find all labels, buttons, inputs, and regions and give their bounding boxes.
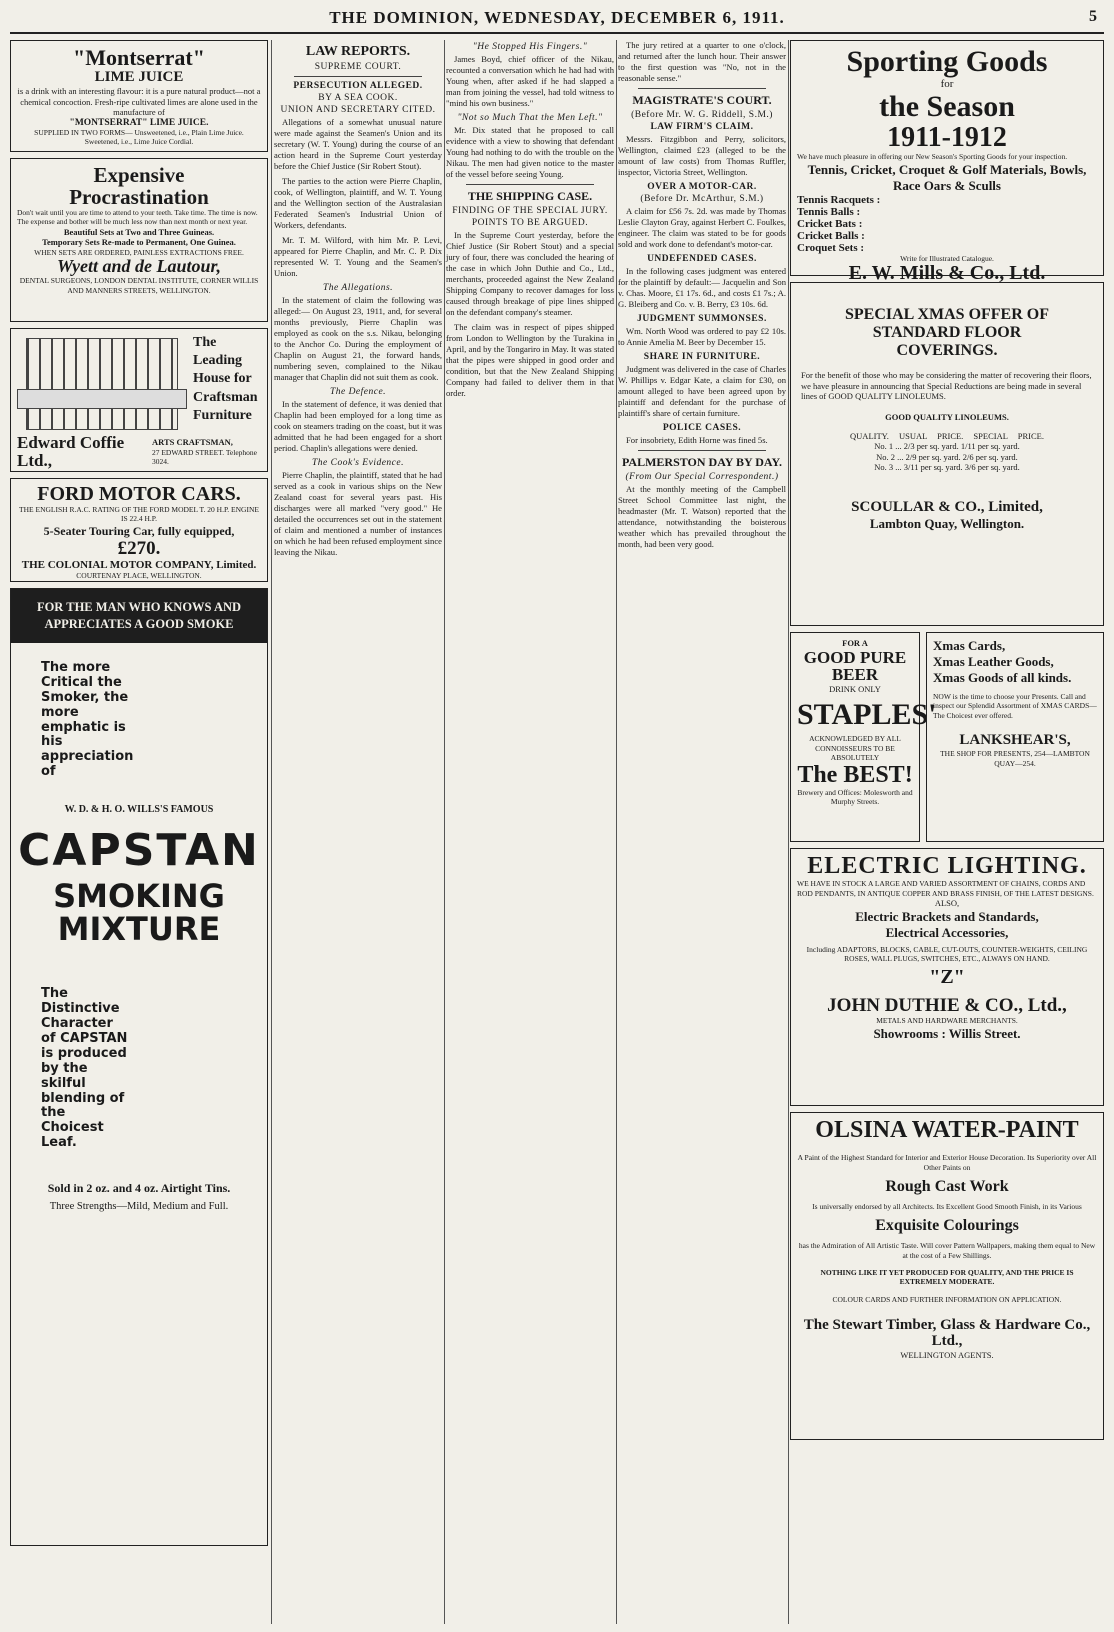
masthead-title: THE DOMINION, WEDNESDAY, DECEMBER 6, 1911. — [329, 8, 785, 27]
ad-sporting-goods — [790, 40, 1104, 284]
ad-z: "Z" — [929, 966, 965, 989]
paragraph: The parties to the action were Pierre Chaplin, cook, of Wellington, plaintiff, and W. T. Young and the Wellington section of the Australasian Federated Seamen's Industrial Union of Workers, defendants. — [274, 176, 442, 230]
subhead: The Allegations. — [322, 283, 394, 293]
ad-brand: CAPSTAN — [18, 824, 260, 876]
ad-dental — [10, 158, 268, 322]
ad-car: 5-Seater Touring Car, fully equipped, — [43, 523, 235, 538]
subhead: BY A SEA COOK. — [318, 93, 398, 103]
ad-lines2: The Distinctive Character of CAPSTAN is produced by the skilful blending of the Choicest Leaf. — [41, 985, 128, 1151]
ad-foot: Sold in 2 oz. and 4 oz. Airtight Tins. — [47, 1181, 231, 1196]
headline: THE SHIPPING CASE. — [467, 189, 593, 203]
ad-line: Cricket Bats : — [797, 217, 863, 230]
ad-body: WE HAVE IN STOCK A LARGE AND VARIED ASSORTMENT OF CHAINS, CORDS AND ROD PENDANTS, IN ANTIQUE COPPER AND BRASS FINISH, OF THE LATEST DESIGNS. — [797, 879, 1094, 898]
column-rule — [788, 40, 789, 1624]
column-right — [790, 40, 1104, 1624]
ad-title: STANDARD FLOOR — [872, 324, 1022, 341]
paragraph: Mr. Dix stated that he proposed to call evidence with a view to showing that defendant Young had nothing to do with the trouble on the Nikau. The men had given notice to the master of the vessel before seeing Young. — [446, 125, 614, 179]
ad-line: Temporary Sets Re-made to Permanent, One Guinea. — [42, 237, 236, 248]
ad-lankshear — [926, 632, 1104, 842]
ad-company: SCOULLAR & CO., Limited, — [851, 499, 1043, 515]
subhead: SUPREME COURT. — [314, 62, 402, 72]
ad-also: ALSO, — [934, 897, 960, 908]
subhead: (From Our Special Correspondent.) — [625, 472, 779, 482]
ad-sub: THE SHOP FOR PRESENTS, 254—LAMBTON QUAY—254. — [940, 749, 1090, 768]
price-table-header: QUALITY. USUAL PRICE. SPECIAL PRICE. — [850, 430, 1044, 441]
ad-company: THE COLONIAL MOTOR COMPANY, Limited. — [21, 558, 257, 571]
ad-price: £270. — [117, 537, 161, 559]
ad-season: the Season — [879, 90, 1015, 124]
ad-supply: SUPPLIED IN TWO FORMS— Unsweetened, i.e., Plain Lime Juice. Sweetened, i.e., Lime Juice Cordial. — [34, 127, 244, 147]
subhead: SHARE IN FURNITURE. — [643, 352, 761, 362]
ad-title: Xmas Goods of all kinds. — [933, 670, 1072, 685]
ad-address: Brewery and Offices: Molesworth and Murphy Streets. — [797, 787, 913, 807]
ad-line: Electrical Accessories, — [885, 924, 1009, 940]
subhead: (Before Mr. W. G. Riddell, S.M.) — [631, 110, 773, 120]
ad-coffie-furniture — [10, 328, 268, 472]
paragraph: Pierre Chaplin, the plaintiff, stated that he had served as a cook in various ships on the New Zealand coast for several years past. His discharges were all marked "very good." He detailed the occurrences set out in the statement of claim and mentioned a number of instances on which he had been refused employment since leaving the Nikau. — [274, 470, 442, 557]
column-three — [446, 40, 614, 1624]
ad-title: FORD MOTOR CARS. — [37, 483, 241, 505]
subhead: The Defence. — [329, 387, 387, 397]
ad-title: SPECIAL XMAS OFFER OF — [844, 306, 1049, 323]
ad-title: Xmas Cards, — [933, 638, 1006, 653]
headline: PALMERSTON DAY BY DAY. — [621, 455, 783, 469]
ad-sub: GOOD QUALITY LINOLEUMS. — [885, 411, 1009, 422]
paragraph: In the following cases judgment was entered for the plaintiff by default:— Jacquelin and Son v. Chas. Moore, £1 17s. 6d., and costs £1 7s.; A. G. Bleiberg and Co. v. B. Berry, £3 10s. 6d. — [618, 266, 786, 309]
ad-title: COVERINGS. — [896, 342, 998, 359]
paragraph: In the Supreme Court yesterday, before the Chief Justice (Sir Robert Stout) and a special jury of four, there was concluded the hearing of the case in which John Duthie and Co., Ltd., merchants, proceeded against the New Zealand Shipping Company to recover damages for loss caused through breakage of pipe lines shipped on the defendant company's steamer. — [446, 230, 614, 317]
ad-company: LANKSHEAR'S, — [959, 732, 1071, 749]
price-row: No. 1 ... 2/3 per sq. yard. 1/11 per sq. yard. — [874, 441, 1020, 452]
ad-subtitle: LIME JUICE — [94, 69, 184, 86]
subhead: The Cook's Evidence. — [312, 458, 404, 468]
subhead: "Not so Much That the Men Left." — [457, 113, 603, 123]
subhead: UNION AND SECRETARY CITED. — [280, 105, 436, 115]
ad-body: Don't wait until you are time to attend to your teeth. Take time. The time is now. The expense and bother will be much less now than next month or next year. — [17, 208, 258, 227]
ad-ford — [10, 478, 268, 582]
bed-illustration — [26, 338, 178, 430]
ad-column-left — [10, 40, 268, 1624]
paragraph: At the monthly meeting of the Campbell Street School Committee last night, the headmaster (Mr. T. Watson) reported that the attendance, notwithstanding the boisterous weather which has prevailed throughout the month, had been very good. — [618, 484, 786, 549]
paragraph: Messrs. Fitzgibbon and Perry, solicitors, Wellington, claimed £23 (alleged to be the amount of law costs) from Thomas Ruffler, inspector, Victoria Street, Wellington. — [618, 134, 786, 177]
ad-company: JOHN DUTHIE & CO., Ltd., — [827, 995, 1067, 1017]
ad-title: ELECTRIC LIGHTING. — [807, 853, 1087, 879]
paragraph: Mr. T. M. Wilford, with him Mr. P. Levi, appeared for Pierre Chaplin, and Mr. C. P. Dix represented W. T. Young and the Seamen's Union. — [274, 235, 442, 278]
ad-best: The BEST! — [797, 761, 913, 788]
ad-address: COURTENAY PLACE, WELLINGTON. — [76, 570, 202, 580]
ad-line: WHEN SETS ARE ORDERED, PAINLESS EXTRACTIONS FREE. — [34, 248, 244, 258]
column-law-reports — [274, 40, 442, 1624]
subhead: PERSECUTION ALLEGED. — [293, 81, 423, 91]
ad-line: Croquet Sets : — [797, 241, 865, 254]
ad-body: NOTHING LIKE IT YET PRODUCED FOR QUALITY, AND THE PRICE IS EXTREMELY MODERATE. — [820, 1268, 1074, 1287]
ad-maker: W. D. & H. O. WILLS'S FAMOUS — [64, 804, 214, 816]
subhead: (Before Dr. McArthur, S.M.) — [640, 194, 764, 204]
ad-staples — [790, 632, 937, 842]
subhead: POINTS TO BE ARGUED. — [471, 218, 589, 228]
paragraph: A claim for £56 7s. 2d. was made by Thomas Leslie Clayton Gray, against Herbert C. Foulkes, engineer. The claim was stated to be for goods sold and work done to defendant's motor-car. — [618, 206, 786, 249]
ad-montserrat — [10, 40, 268, 152]
headline: MAGISTRATE'S COURT. — [632, 93, 772, 107]
ad-line: FOR A — [842, 638, 868, 648]
ad-line: ACKNOWLEDGED BY ALL CONNOISSEURS TO BE ABSOLUTELY — [809, 734, 901, 763]
ad-brand2: SMOKING MIXTURE — [53, 876, 225, 949]
ad-body: A Paint of the Highest Standard for Interior and Exterior House Decoration. Its Superiority over All Other Paints on — [797, 1153, 1097, 1172]
column-rule — [444, 40, 445, 1624]
ad-title: OLSINA WATER-PAINT — [815, 1117, 1079, 1143]
ad-body: We have much pleasure in offering our New Season's Sporting Goods for your inspection. — [797, 152, 1068, 162]
ad-brand: "MONTSERRAT" LIME JUICE. — [69, 117, 209, 128]
ad-line: DRINK ONLY — [829, 684, 881, 695]
ad-tagline: The Leading House for Craftsman Furniture — [193, 335, 258, 423]
ad-company: E. W. Mills & Co., Ltd. — [848, 261, 1046, 284]
ad-line: Beautiful Sets at Two and Three Guineas. — [63, 226, 215, 237]
ad-title: Xmas Leather Goods, — [933, 654, 1054, 669]
ad-exquisite: Exquisite Colourings — [875, 1217, 1019, 1235]
ad-address: DENTAL SURGEONS, LONDON DENTAL INSTITUTE, CORNER WILLIS AND MANNERS STREETS, WELLINGTON. — [19, 276, 259, 295]
ad-body: Is universally endorsed by all Architects. Its Excellent Good Smooth Finish, in its Various — [812, 1201, 1082, 1211]
ad-body: NOW is the time to choose your Presents. Call and inspect our Splendid Assortment of XMAS CARDS—The Choicest ever offered. — [933, 692, 1097, 720]
paragraph: In the statement of claim the following was alleged:— On August 23, 1911, and, for several months previously, Pierre Chaplin was employed as cook on the s.s. Nikau, belonging to the Anchor Co. During the employment of Chaplin on August 21, the forward hands, numbering seven, complained to the Nikau manager that Chaplin did not suit them as cook. — [274, 295, 442, 382]
ad-for: for — [940, 77, 954, 90]
ad-rough: Rough Cast Work — [885, 1177, 1009, 1195]
column-rule — [616, 40, 617, 1624]
ad-banner: FOR THE MAN WHO KNOWS AND APPRECIATES A GOOD SMOKE — [11, 589, 267, 643]
ad-olsina — [790, 1112, 1104, 1440]
column-four — [618, 40, 786, 1624]
ad-agents: WELLINGTON AGENTS. — [900, 1349, 994, 1360]
ad-including: Including ADAPTORS, BLOCKS, CABLE, CUT-OUTS, COUNTER-WEIGHTS, CEILING ROSES, WALL PLUGS, SWITCHES, ETC., ALWAYS ON HAND. — [806, 944, 1088, 963]
ad-scoullar — [790, 282, 1104, 626]
ad-electric-lighting — [790, 848, 1104, 1106]
ad-brand: STAPLES' — [797, 697, 937, 731]
ad-title: Sporting Goods — [846, 45, 1048, 78]
ad-address: 27 EDWARD STREET. Telephone 3024. — [151, 447, 257, 467]
subhead: "He Stopped His Fingers." — [472, 42, 588, 52]
paragraph: In the statement of defence, it was denied that Chaplin had been employed for a long time as cook on steamers trading on the coast, but it was admitted that he had been engaged for a short period. Chaplin's allegations were denied. — [274, 399, 442, 453]
paragraph: Judgment was delivered in the case of Charles W. Phillips v. Edgar Kate, a claim for £30, on amount alleged to have been agreed upon by plaintiff and defendant for the purchase of plaintiff's share of certain furniture. — [618, 364, 786, 418]
ad-capstan — [10, 588, 268, 1546]
ad-foot: Three Strengths—Mild, Medium and Full. — [49, 1201, 229, 1213]
ad-body: has the Admiration of All Artistic Taste. Will cover Pattern Wallpapers, making them equal to New at the cost of a Few Shillings. — [798, 1241, 1096, 1260]
ad-title: Expensive — [93, 163, 185, 187]
paragraph: The claim was in respect of pipes shipped from London to Wellington by the Turakina in April, and by the Tongariro in May. It was stated that the pipes were shipped in good order and condition, but that the New Zealand Shipping Company had failed to deliver them in that order. — [446, 322, 614, 398]
ad-title: Procrastination — [69, 185, 209, 210]
paragraph: Wm. North Wood was ordered to pay £2 10s. to Annie Amelia M. Beer by December 15. — [618, 326, 786, 347]
ad-showroom: Showrooms : Willis Street. — [873, 1025, 1021, 1041]
subhead: OVER A MOTOR-CAR. — [647, 182, 757, 192]
ad-body: is a drink with an interesting flavour: it is a pure natural product—not a chemical concoction. Fresh-ripe cultivated limes are alone used in the manufacture of — [17, 86, 261, 118]
ad-sub: METALS AND HARDWARE MERCHANTS. — [876, 1016, 1018, 1026]
ad-lines: The more Critical the Smoker, the more emphatic is his appreciation of — [41, 659, 134, 780]
ad-trade: ARTS CRAFTSMAN, — [151, 437, 233, 448]
ad-title: "Montserrat" — [73, 45, 205, 70]
paragraph: Allegations of a somewhat unusual nature were made against the Seamen's Union and its secretary (W. T. Young) during the course of an action heard in the Supreme Court yesterday before the Chief Justice (Sir Robert Stout). — [274, 117, 442, 171]
ad-line: Cricket Balls : — [797, 229, 865, 242]
page-number: 5 — [1089, 8, 1098, 25]
column-rule — [271, 40, 272, 1624]
subhead: POLICE CASES. — [662, 423, 742, 433]
masthead — [10, 4, 1104, 34]
subhead: FINDING OF THE SPECIAL JURY. — [452, 206, 608, 216]
subhead: UNDEFENDED CASES. — [647, 254, 757, 264]
price-row: No. 3 ... 3/11 per sq. yard. 3/6 per sq. yard. — [874, 462, 1020, 473]
paragraph: The jury retired at a quarter to one o'clock, and returned after the lunch hour. Their answer to the first question was "No, not in the reasonable sense." — [618, 40, 786, 83]
ad-year: 1911-1912 — [887, 121, 1007, 153]
headline: LAW REPORTS. — [305, 44, 411, 59]
subhead: JUDGMENT SUMMONSES. — [637, 314, 767, 324]
ad-company: The Stewart Timber, Glass & Hardware Co., Ltd., — [803, 1317, 1091, 1349]
ad-line: GOOD PURE BEER — [803, 647, 907, 685]
ad-line: Tennis Racquets : — [797, 193, 881, 206]
ad-spec: THE ENGLISH R.A.C. RATING OF THE FORD MODEL T. 20 H.P. ENGINE IS 22.4 H.P. — [19, 505, 259, 524]
paragraph: James Boyd, chief officer of the Nikau, recounted a conversation which he had had with Young when, after asked if he had slapped a man from joining the vessel, had told witness to "mind his own business." — [446, 54, 614, 108]
ad-body: COLOUR CARDS AND FURTHER INFORMATION ON APPLICATION. — [832, 1294, 1062, 1304]
subhead: LAW FIRM'S CLAIM. — [650, 122, 754, 132]
ad-write: Write for Illustrated Catalogue. — [900, 253, 994, 263]
ad-company: Edward Coffie Ltd., — [17, 433, 125, 470]
ad-line: Tennis Balls : — [797, 205, 861, 218]
paragraph: For insobriety, Edith Horne was fined 5s. — [626, 435, 768, 445]
price-row: No. 2 ... 2/9 per sq. yard. 2/6 per sq. yard. — [876, 451, 1018, 462]
ad-categories: Tennis, Cricket, Croquet & Golf Materials, Bowls, Race Oars & Sculls — [807, 161, 1087, 193]
ad-company: Wyett and de Lautour, — [56, 256, 222, 277]
ad-line: Electric Brackets and Standards, — [855, 908, 1039, 924]
ad-body: For the benefit of those who may be considering the matter of recovering their floors, we have pleasure in announcing that Special Reductions are being made in several lines of GOOD QUALITY LINOLEUMS. — [801, 370, 1092, 402]
ad-address: Lambton Quay, Wellington. — [869, 516, 1025, 531]
